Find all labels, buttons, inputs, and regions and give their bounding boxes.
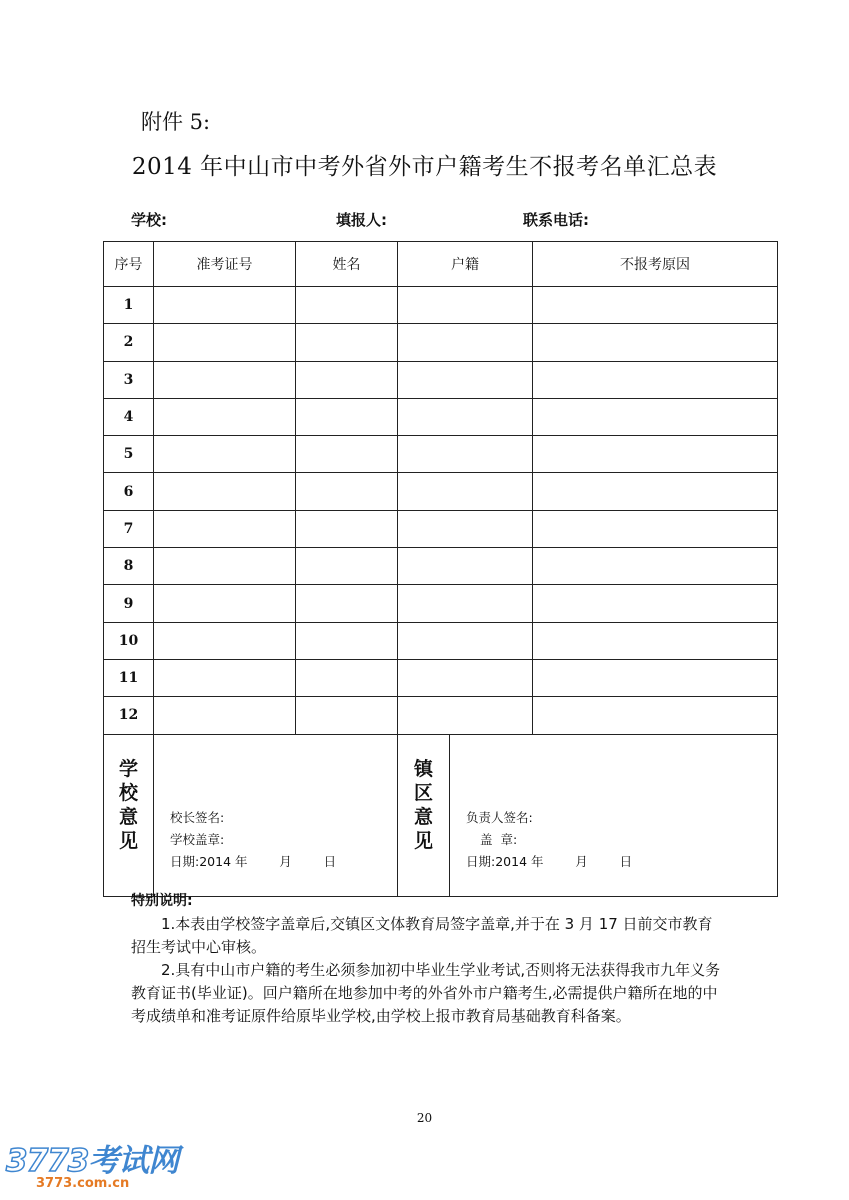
reason-cell[interactable] xyxy=(533,510,778,547)
notes-heading: 特别说明: xyxy=(131,893,193,909)
row-index: 1 xyxy=(104,287,154,324)
table-row xyxy=(104,436,778,473)
town-opinion-label: 镇 区 意 见 xyxy=(398,734,450,896)
table-row xyxy=(104,287,778,324)
town-date-label: 日期:2014 年 月 日 xyxy=(466,853,633,869)
exam-number-cell[interactable] xyxy=(154,361,296,398)
household-cell[interactable] xyxy=(398,697,533,734)
document-title: 2014 年中山市中考外省外市户籍考生不报考名单汇总表 xyxy=(131,154,718,180)
table-row xyxy=(104,697,778,734)
row-index: 5 xyxy=(104,436,154,473)
header-exam-number: 准考证号 xyxy=(154,242,296,287)
school-date-label: 日期:2014 年 月 日 xyxy=(170,853,337,869)
reason-cell[interactable] xyxy=(533,436,778,473)
header-name: 姓名 xyxy=(296,242,398,287)
household-cell[interactable] xyxy=(398,510,533,547)
watermark-logo xyxy=(6,1135,178,1191)
row-index: 12 xyxy=(104,697,154,734)
town-seal-label: 盖 章: xyxy=(480,831,518,847)
household-cell[interactable] xyxy=(398,473,533,510)
town-opinion-cell[interactable] xyxy=(450,734,778,896)
row-index: 2 xyxy=(104,324,154,361)
watermark-url: 3773.com.cn xyxy=(36,1176,130,1191)
household-cell[interactable] xyxy=(398,548,533,585)
exam-number-cell[interactable] xyxy=(154,622,296,659)
name-cell[interactable] xyxy=(296,398,398,435)
reason-cell[interactable] xyxy=(533,287,778,324)
responsible-sign-label: 负责人签名: xyxy=(466,809,533,825)
reason-cell[interactable] xyxy=(533,398,778,435)
household-cell[interactable] xyxy=(398,361,533,398)
row-index: 9 xyxy=(104,585,154,622)
household-cell[interactable] xyxy=(398,324,533,361)
school-field-label: 学校: xyxy=(131,211,167,229)
reason-cell[interactable] xyxy=(533,324,778,361)
household-cell[interactable] xyxy=(398,659,533,696)
phone-field-label: 联系电话: xyxy=(523,211,589,229)
name-cell[interactable] xyxy=(296,287,398,324)
table-row xyxy=(104,548,778,585)
exam-number-cell[interactable] xyxy=(154,510,296,547)
principal-sign-label: 校长签名: xyxy=(170,809,225,825)
exam-number-cell[interactable] xyxy=(154,287,296,324)
exam-number-cell[interactable] xyxy=(154,659,296,696)
reason-cell[interactable] xyxy=(533,697,778,734)
watermark-text: 考试网 xyxy=(88,1143,179,1179)
name-cell[interactable] xyxy=(296,324,398,361)
header-index: 序号 xyxy=(104,242,154,287)
row-index: 7 xyxy=(104,510,154,547)
name-cell[interactable] xyxy=(296,585,398,622)
school-opinion-cell[interactable] xyxy=(154,734,398,896)
header-household: 户籍 xyxy=(398,242,533,287)
table-row xyxy=(104,473,778,510)
exam-number-cell[interactable] xyxy=(154,697,296,734)
name-cell[interactable] xyxy=(296,510,398,547)
reason-cell[interactable] xyxy=(533,585,778,622)
name-cell[interactable] xyxy=(296,473,398,510)
table-row xyxy=(104,622,778,659)
exam-number-cell[interactable] xyxy=(154,398,296,435)
table-row xyxy=(104,585,778,622)
table-row xyxy=(104,324,778,361)
school-opinion-label: 学 校 意 见 xyxy=(104,734,154,896)
exam-number-cell[interactable] xyxy=(154,585,296,622)
note-item-1: 1.本表由学校签字盖章后,交镇区文体教育局签字盖章,并于在 3 月 17 日前交市教育招生考试中心审核。 xyxy=(131,915,713,956)
name-cell[interactable] xyxy=(296,436,398,473)
name-cell[interactable] xyxy=(296,659,398,696)
household-cell[interactable] xyxy=(398,436,533,473)
reason-cell[interactable] xyxy=(533,361,778,398)
reason-cell[interactable] xyxy=(533,473,778,510)
special-notes xyxy=(131,890,721,1028)
table-row xyxy=(104,510,778,547)
row-index: 4 xyxy=(104,398,154,435)
household-cell[interactable] xyxy=(398,622,533,659)
row-index: 8 xyxy=(104,548,154,585)
exam-number-cell[interactable] xyxy=(154,324,296,361)
household-cell[interactable] xyxy=(398,398,533,435)
row-index: 10 xyxy=(104,622,154,659)
reason-cell[interactable] xyxy=(533,548,778,585)
page-number: 20 xyxy=(416,1111,433,1125)
attachment-label: 附件 5: xyxy=(141,110,211,134)
header-reason: 不报考原因 xyxy=(533,242,778,287)
roster-table xyxy=(103,241,778,897)
reason-cell[interactable] xyxy=(533,622,778,659)
name-cell[interactable] xyxy=(296,697,398,734)
household-cell[interactable] xyxy=(398,287,533,324)
name-cell[interactable] xyxy=(296,361,398,398)
filler-field-label: 填报人: xyxy=(336,211,387,229)
reason-cell[interactable] xyxy=(533,659,778,696)
note-item-2: 2.具有中山市户籍的考生必须参加初中毕业生学业考试,否则将无法获得我市九年义务教育证书(毕业证)。回户籍所在地参加中考的外省外市户籍考生,必需提供户籍所在地的中考成绩单和准考证原件给原毕业学校,由学校上报市教育局基础教育科备案。 xyxy=(131,961,721,1025)
row-index: 3 xyxy=(104,361,154,398)
name-cell[interactable] xyxy=(296,548,398,585)
table-row xyxy=(104,361,778,398)
exam-number-cell[interactable] xyxy=(154,436,296,473)
household-cell[interactable] xyxy=(398,585,533,622)
table-row xyxy=(104,659,778,696)
exam-number-cell[interactable] xyxy=(154,548,296,585)
row-index: 11 xyxy=(104,659,154,696)
table-row xyxy=(104,398,778,435)
watermark-digits: 3773 xyxy=(6,1143,89,1179)
school-seal-label: 学校盖章: xyxy=(170,831,225,847)
row-index: 6 xyxy=(104,473,154,510)
name-cell[interactable] xyxy=(296,622,398,659)
exam-number-cell[interactable] xyxy=(154,473,296,510)
